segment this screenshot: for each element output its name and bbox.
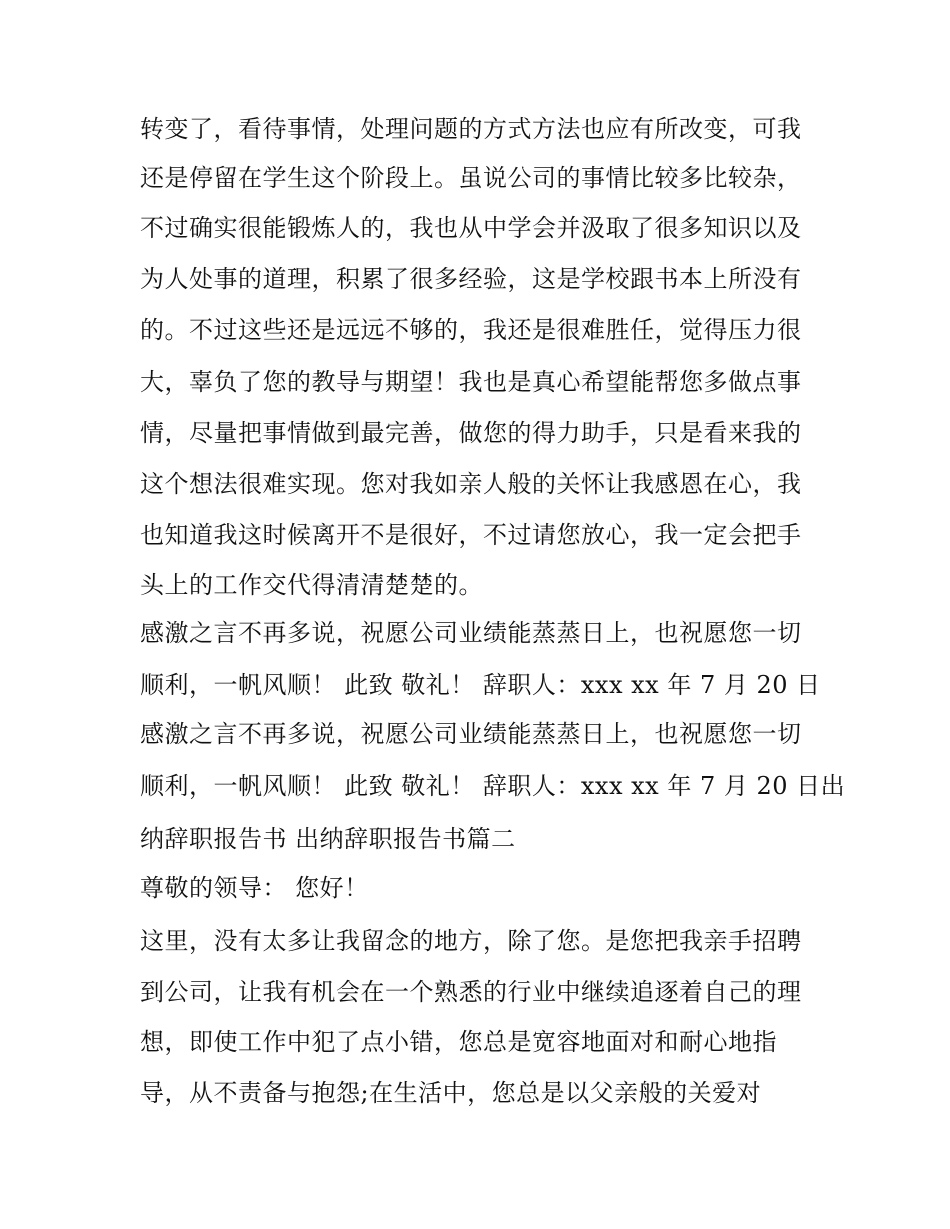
text-line: 顺利，一帆风顺！ 此致 敬礼！ 辞职人：xxx xx 年 7 月 20 日 xyxy=(140,671,821,699)
text-line: 也知道我这时候离开不是很好，不过请您放心，我一定会把手 xyxy=(140,521,802,549)
text-line: 还是停留在学生这个阶段上。虽说公司的事情比较多比较杂， xyxy=(140,164,802,192)
text-line: 感激之言不再多说，祝愿公司业绩能蒸蒸日上，也祝愿您一切 xyxy=(140,619,802,647)
text-line: 转变了，看待事情，处理问题的方式方法也应有所改变，可我 xyxy=(140,115,802,143)
text-line: 纳辞职报告书 出纳辞职报告书篇二 xyxy=(140,825,516,853)
text-line: 这个想法很难实现。您对我如亲人般的关怀让我感恩在心，我 xyxy=(140,470,802,498)
text-line: 情，尽量把事情做到最完善，做您的得力助手，只是看来我的 xyxy=(140,419,802,447)
text-line: 不过确实很能锻炼人的，我也从中学会并汲取了很多知识以及 xyxy=(140,214,802,242)
text-line: 为人处事的道理，积累了很多经验，这是学校跟书本上所没有 xyxy=(140,265,802,293)
text-line: 尊敬的领导： 您好！ xyxy=(140,874,369,902)
text-line: 感激之言不再多说，祝愿公司业绩能蒸蒸日上，也祝愿您一切 xyxy=(140,720,802,748)
text-line: 到公司，让我有机会在一个熟悉的行业中继续追逐着自己的理 xyxy=(140,978,802,1006)
text-line: 导，从不责备与抱怨;在生活中，您总是以父亲般的关爱对 xyxy=(140,1079,762,1107)
text-line: 想，即使工作中犯了点小错，您总是宽容地面对和耐心地指 xyxy=(140,1028,777,1056)
text-line: 这里，没有太多让我留念的地方，除了您。是您把我亲手招聘 xyxy=(140,927,802,955)
text-line: 顺利，一帆风顺！ 此致 敬礼！ 辞职人：xxx xx 年 7 月 20 日出 xyxy=(140,772,846,800)
text-line: 大，辜负了您的教导与期望！我也是真心希望能帮您多做点事 xyxy=(140,368,802,396)
text-line: 的。不过这些还是远远不够的，我还是很难胜任，觉得压力很 xyxy=(140,316,802,344)
text-line: 头上的工作交代得清清楚楚的。 xyxy=(140,571,483,599)
